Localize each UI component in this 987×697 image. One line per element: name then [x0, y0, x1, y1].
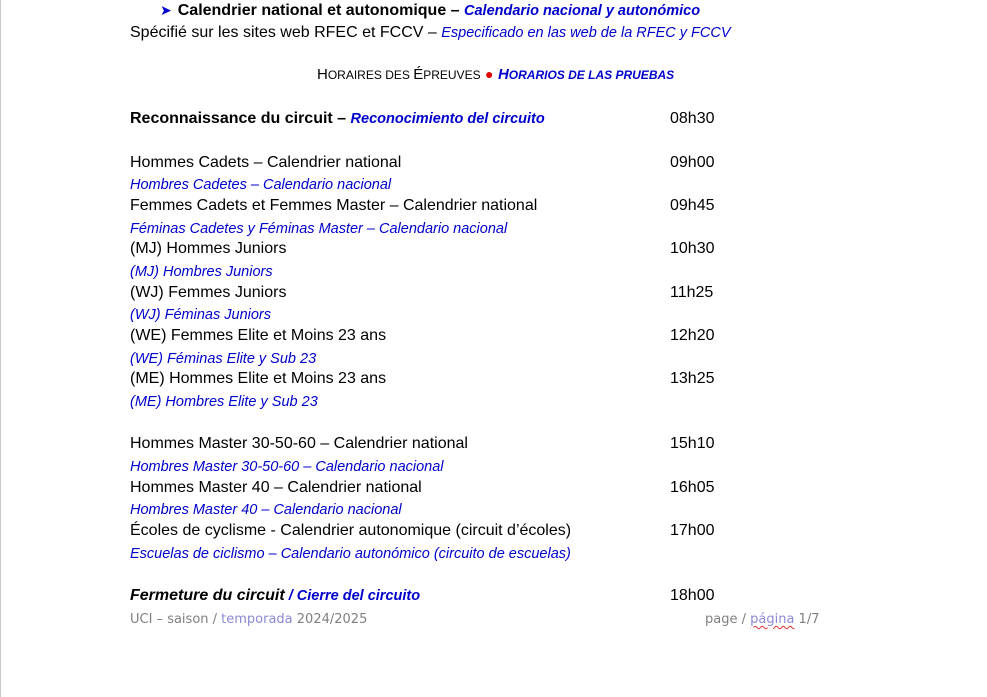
event-fr: Hommes Cadets – Calendrier national	[130, 154, 402, 171]
schedule-title-fr-initial: H	[317, 66, 328, 83]
event-es: (WJ) Féminas Juniors	[130, 307, 271, 323]
schedule-title-fr-initial2: É	[413, 66, 424, 83]
red-dot-separator-icon: ●	[485, 66, 494, 82]
event-time: 17h00	[670, 522, 715, 539]
footer-season-year: 2024/2025	[292, 612, 368, 627]
closing-fr: Fermeture du circuit	[130, 587, 285, 604]
event-es: Féminas Cadetes y Féminas Master – Calendario nacional	[130, 221, 508, 237]
event-time: 10h30	[670, 240, 715, 257]
closing-separator: /	[284, 588, 297, 604]
footer-page-number	[705, 612, 819, 627]
event-fr: (ME) Hommes Elite et Moins 23 ans	[130, 370, 387, 387]
footer-season-es: temporada	[221, 612, 293, 627]
footer-season-fr: UCI – saison /	[130, 612, 222, 627]
schedule-title	[317, 66, 674, 84]
event-es: (ME) Hombres Elite y Sub 23	[130, 394, 318, 410]
calendar-heading	[160, 2, 700, 20]
event-es: Hombres Cadetes – Calendario nacional	[130, 177, 392, 193]
footer-page-count: 1/7	[794, 612, 820, 627]
arrowhead-bullet-icon: ➤	[160, 2, 172, 18]
calendar-heading-es: Calendario nacional y autonómico	[464, 3, 701, 19]
schedule-title-fr2: PREUVES	[423, 68, 481, 82]
event-fr: Hommes Master 40 – Calendrier national	[130, 479, 422, 496]
event-fr: (WJ) Femmes Juniors	[130, 284, 287, 301]
closing-row	[130, 587, 420, 605]
event-es: (MJ) Hombres Juniors	[130, 264, 273, 280]
event-time: 09h00	[670, 154, 715, 171]
event-time: 15h10	[670, 435, 715, 452]
event-fr: (MJ) Hommes Juniors	[130, 240, 287, 257]
event-time: 12h20	[670, 327, 715, 344]
event-time: 09h45	[670, 197, 715, 214]
schedule-title-es: ORARIOS DE LAS PRUEBAS	[508, 68, 675, 82]
event-time: 11h25	[670, 284, 714, 301]
calendar-spec	[130, 24, 731, 42]
footer-page-fr: page /	[705, 612, 751, 627]
closing-es: Cierre del circuito	[296, 588, 421, 604]
event-time: 16h05	[670, 479, 715, 496]
event-fr: Écoles de cyclisme - Calendrier autonomique (circuit d’écoles)	[130, 522, 572, 539]
event-es: Hombres Master 40 – Calendario nacional	[130, 502, 402, 518]
event-fr: (WE) Femmes Elite et Moins 23 ans	[130, 327, 387, 344]
schedule-title-fr: ORAIRES DES	[327, 68, 414, 82]
recon-time: 08h30	[670, 110, 715, 127]
calendar-heading-fr: Calendrier national et autonomique –	[177, 2, 460, 19]
calendar-spec-fr: Spécifié sur les sites web RFEC et FCCV –	[130, 24, 437, 41]
recon-es: Reconocimiento del circuito	[350, 111, 545, 127]
footer-page-es: página	[750, 612, 795, 627]
closing-time: 18h00	[670, 587, 715, 604]
event-es: Escuelas de ciclismo – Calendario autonómico (circuito de escuelas)	[130, 546, 571, 562]
footer-season	[130, 612, 367, 627]
event-fr: Hommes Master 30-50-60 – Calendrier national	[130, 435, 468, 452]
schedule-title-es-initial: H	[497, 66, 509, 83]
event-fr: Femmes Cadets et Femmes Master – Calendrier national	[130, 197, 538, 214]
recon-fr: Reconnaissance du circuit –	[130, 110, 347, 127]
event-es: (WE) Féminas Elite y Sub 23	[130, 351, 317, 367]
calendar-spec-es: Especificado en las web de la RFEC y FCCV	[441, 25, 731, 41]
recon-row	[130, 110, 545, 128]
page-left-border	[0, 0, 1, 697]
event-time: 13h25	[670, 370, 715, 387]
event-es: Hombres Master 30-50-60 – Calendario nacional	[130, 459, 444, 475]
